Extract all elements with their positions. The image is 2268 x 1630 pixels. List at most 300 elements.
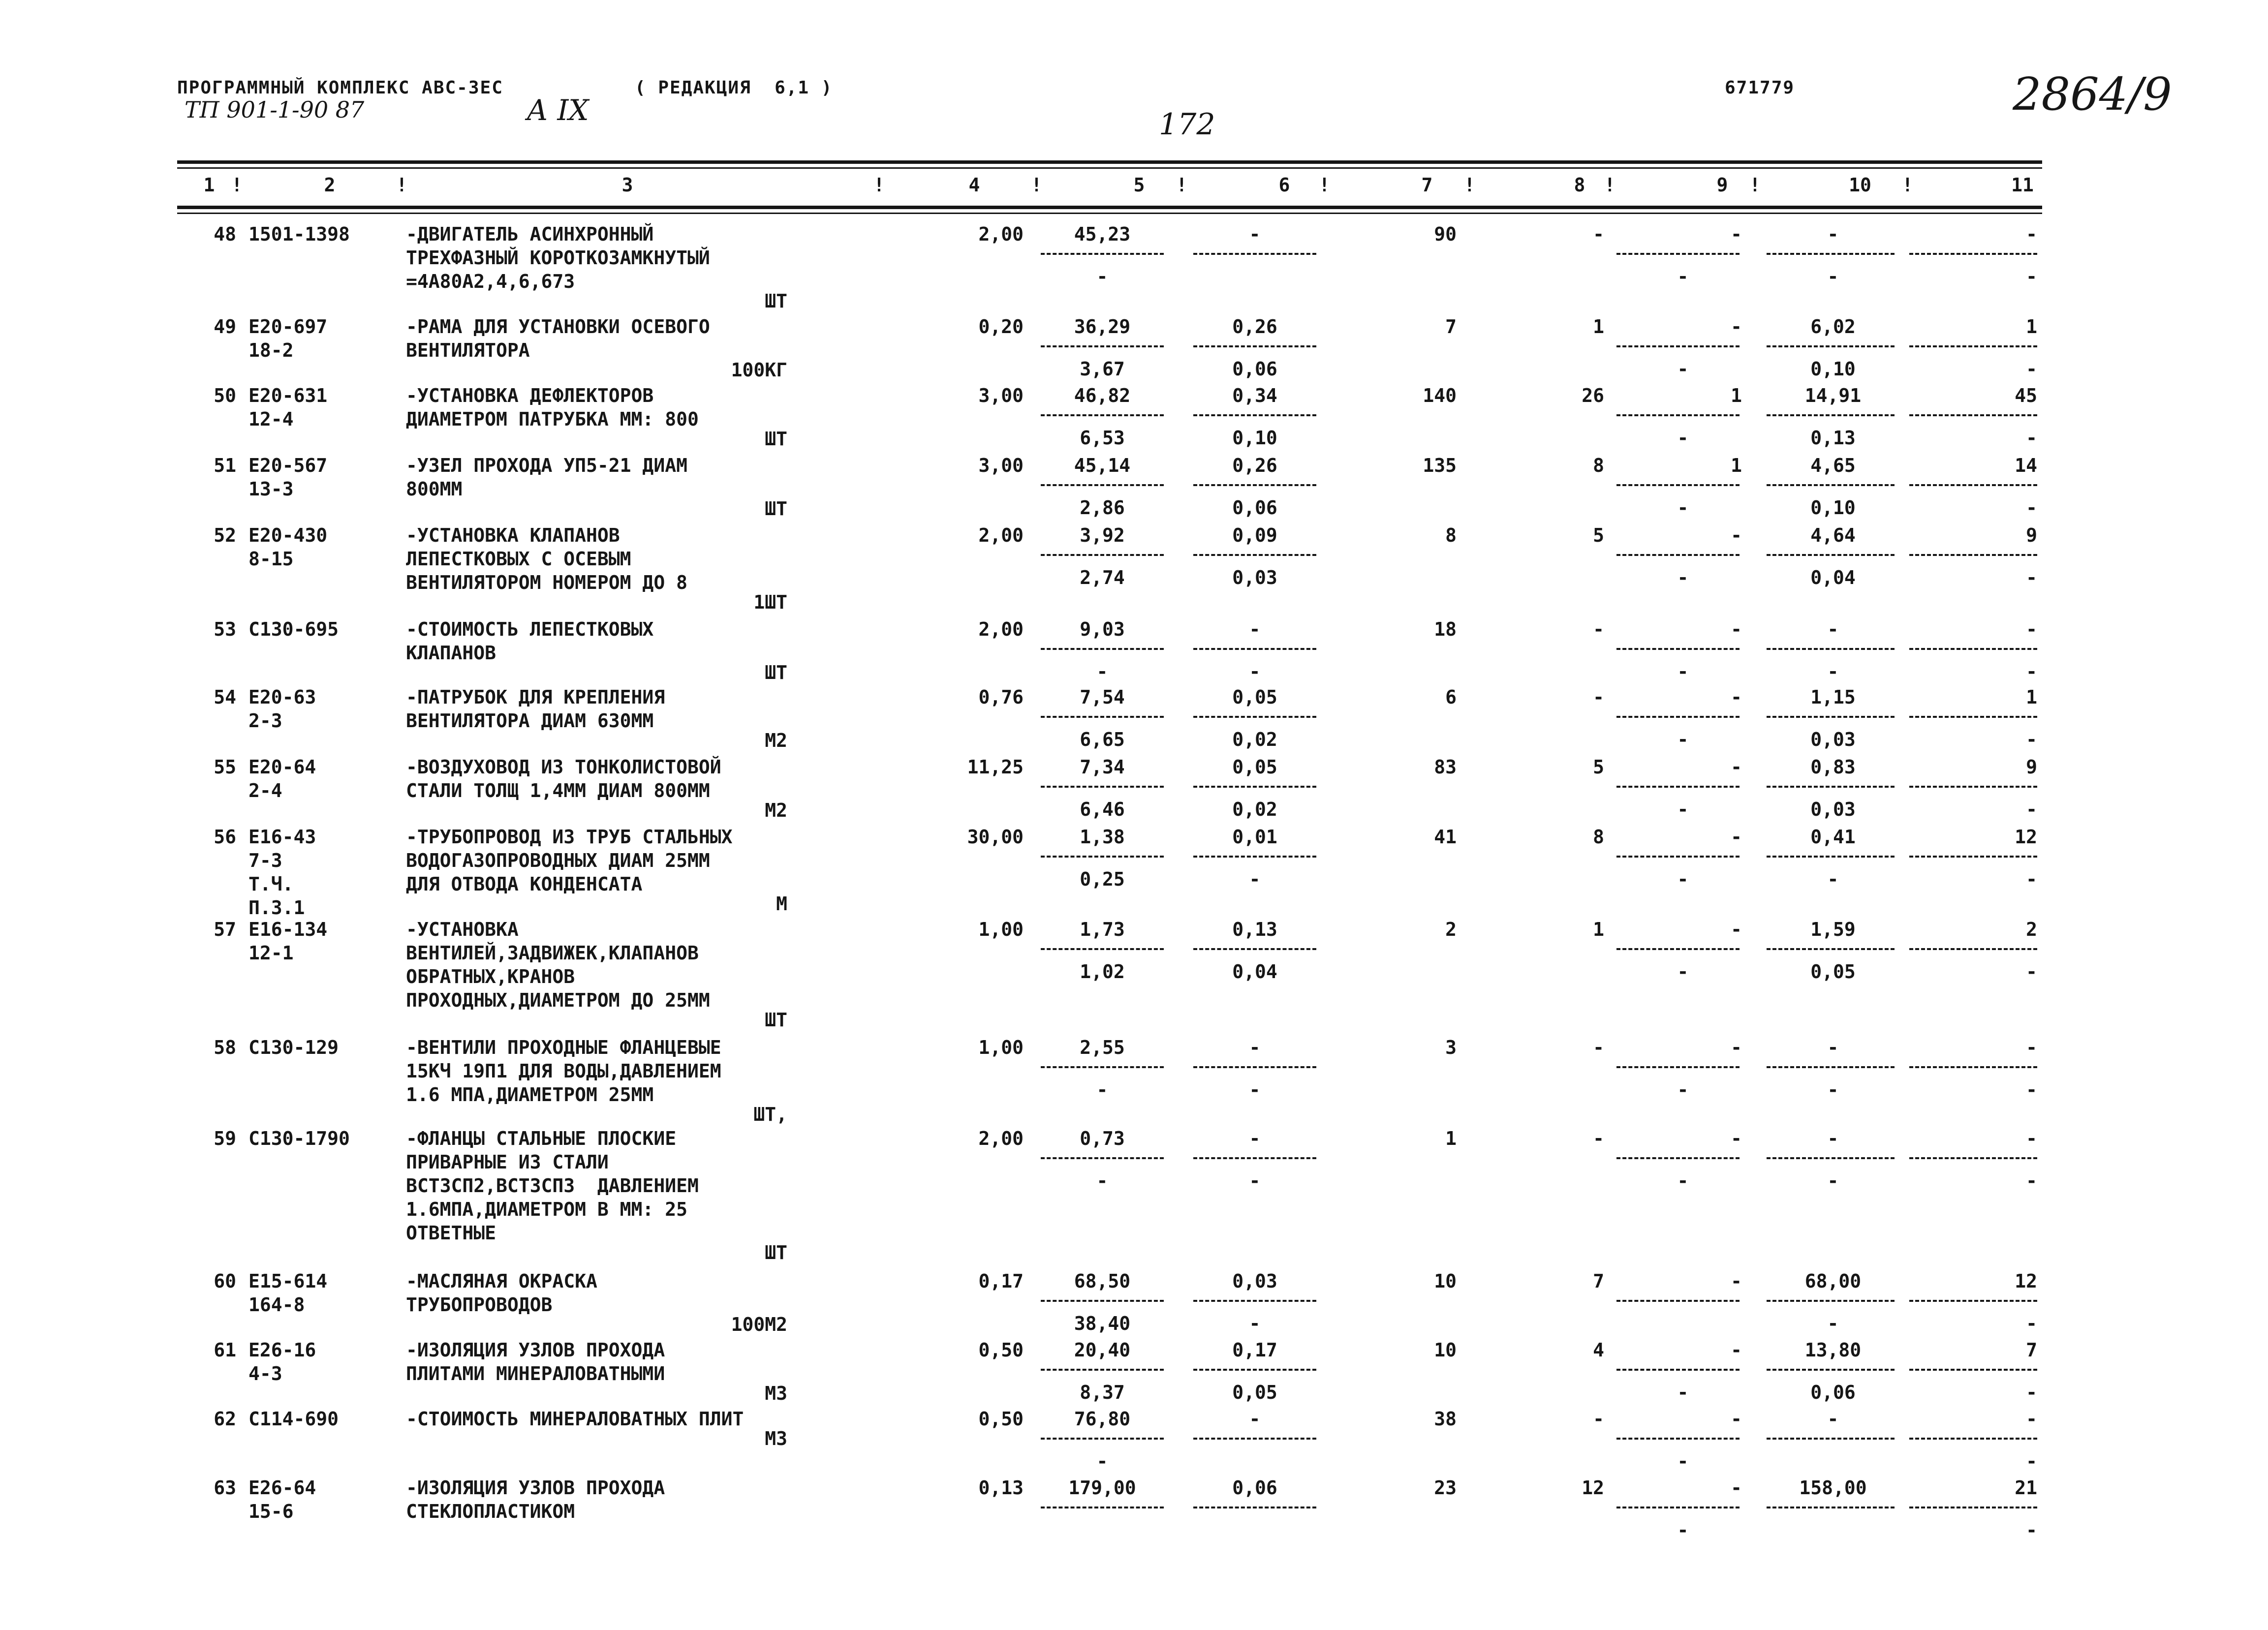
machines-total-wages: - <box>1677 266 1689 287</box>
column-separator: ! <box>1176 174 1187 196</box>
machines-total-wages: - <box>1677 567 1689 588</box>
machine-cost-underline <box>1193 648 1316 652</box>
machine-cost-underline <box>1193 786 1316 790</box>
total-cost: 83 <box>1434 756 1457 778</box>
total-cost: 23 <box>1434 1477 1457 1499</box>
quantity: 2,00 <box>978 618 1024 640</box>
machines-total-wages: - <box>1677 1450 1689 1472</box>
row-number: 58 <box>214 1037 236 1058</box>
machine-cost: - <box>1249 1128 1261 1149</box>
column-separator: ! <box>873 174 885 196</box>
resource-code: 7-3 <box>249 850 282 871</box>
resource-code: Е20-63 <box>249 686 316 708</box>
labour-total-machinists: - <box>2026 1450 2037 1472</box>
quantity: 2,00 <box>978 223 1024 245</box>
labour-unit-machinists: - <box>1827 1170 1839 1192</box>
labour-total-underline <box>1909 345 2037 350</box>
machine-cost-wages: 0,03 <box>1232 567 1277 588</box>
labour-total: - <box>2026 618 2037 640</box>
labour-total-underline <box>1909 554 2037 558</box>
labour-unit-underline <box>1767 1438 1895 1442</box>
machines-total-underline <box>1616 554 1740 558</box>
machine-cost: 0,13 <box>1232 919 1277 940</box>
machines-total-wages: - <box>1677 1079 1689 1101</box>
labour-total-underline <box>1909 1157 2037 1162</box>
labour-unit: - <box>1827 1037 1839 1058</box>
work-description: ВЕНТИЛЯТОРА ДИАМ 630ММ <box>406 710 654 732</box>
labour-total-machinists: - <box>2026 661 2037 682</box>
work-description: =4А80А2,4,6,673 <box>406 271 575 292</box>
unit-cost-underline <box>1041 554 1164 558</box>
work-description: СТАЛИ ТОЛЩ 1,4ММ ДИАМ 800ММ <box>406 780 710 801</box>
row-number: 49 <box>214 316 236 338</box>
machine-cost-wages: - <box>1249 1170 1261 1192</box>
unit-cost-wages: - <box>1096 1079 1108 1101</box>
row-number: 56 <box>214 826 236 848</box>
project-code: ТП 901-1-90 87 <box>185 96 365 123</box>
column-separator: ! <box>396 174 407 196</box>
machines-total: - <box>1731 756 1742 778</box>
work-description: КЛАПАНОВ <box>406 642 497 664</box>
resource-code: 12-4 <box>249 408 294 430</box>
unit-of-measure: ШТ <box>765 1009 787 1031</box>
machine-cost-underline <box>1193 414 1316 419</box>
labour-unit-underline <box>1767 1157 1895 1162</box>
machines-total-underline <box>1616 1438 1740 1442</box>
unit-cost: 76,80 <box>1074 1408 1131 1430</box>
unit-cost-wages: - <box>1096 1450 1108 1472</box>
work-description: 800ММ <box>406 478 463 500</box>
labour-total-machinists: - <box>2026 1519 2037 1541</box>
machines-total-underline <box>1616 414 1740 419</box>
labour-total-underline <box>1909 948 2037 953</box>
unit-of-measure: ШТ <box>765 428 787 450</box>
labour-total-machinists: - <box>2026 1079 2037 1101</box>
labour-total-machinists: - <box>2026 961 2037 983</box>
work-description: ДЛЯ ОТВОДА КОНДЕНСАТА <box>406 873 643 895</box>
labour-unit-machinists: - <box>1827 1079 1839 1101</box>
quantity: 2,00 <box>978 1128 1024 1149</box>
machine-cost-underline <box>1193 554 1316 558</box>
total-cost: 38 <box>1434 1408 1457 1430</box>
labour-total: 12 <box>2015 1270 2037 1292</box>
column-number-1: 1 <box>203 174 215 196</box>
machine-cost: 0,17 <box>1232 1339 1277 1361</box>
labour-total: 14 <box>2015 455 2037 476</box>
work-description: ДИАМЕТРОМ ПАТРУБКА ММ: 800 <box>406 408 699 430</box>
total-cost: 135 <box>1423 455 1457 476</box>
resource-code: Е20-64 <box>249 756 316 778</box>
machine-cost-underline <box>1193 856 1316 860</box>
labour-unit-underline <box>1767 1300 1895 1304</box>
total-cost: 10 <box>1434 1270 1457 1292</box>
unit-cost-wages: 2,74 <box>1080 567 1125 588</box>
machine-cost-underline <box>1193 253 1316 257</box>
work-description: ТРУБОПРОВОДОВ <box>406 1294 553 1316</box>
machines-total-underline <box>1616 1507 1740 1511</box>
quantity: 0,50 <box>978 1408 1024 1430</box>
machines-total: - <box>1731 826 1742 848</box>
machines-total-wages: - <box>1677 1519 1689 1541</box>
work-description: 1.6МПА,ДИАМЕТРОМ В ММ: 25 <box>406 1199 687 1220</box>
wages-total: - <box>1593 1037 1604 1058</box>
column-number-5: 5 <box>1133 174 1145 196</box>
unit-cost-wages: 0,25 <box>1080 868 1125 890</box>
unit-cost: 7,34 <box>1080 756 1125 778</box>
work-description: -УСТАНОВКА <box>406 919 519 940</box>
machine-cost-underline <box>1193 1369 1316 1373</box>
unit-of-measure: ШТ <box>765 290 787 312</box>
work-description: -УСТАНОВКА КЛАПАНОВ <box>406 524 620 546</box>
labour-unit-underline <box>1767 253 1895 257</box>
wages-total: 1 <box>1593 316 1604 338</box>
column-number-11: 11 <box>2011 174 2034 196</box>
total-cost: 3 <box>1445 1037 1457 1058</box>
labour-total: 1 <box>2026 686 2037 708</box>
machine-cost-wages: 0,06 <box>1232 497 1277 519</box>
work-description: -ВОЗДУХОВОД ИЗ ТОНКОЛИСТОВОЙ <box>406 756 721 778</box>
machines-total: - <box>1731 223 1742 245</box>
labour-unit: 13,80 <box>1804 1339 1862 1361</box>
unit-cost-underline <box>1041 1066 1164 1071</box>
work-description: -УЗЕЛ ПРОХОДА УП5-21 ДИАМ <box>406 455 687 476</box>
unit-cost: 20,40 <box>1074 1339 1131 1361</box>
machines-total-wages: - <box>1677 868 1689 890</box>
header-rule-top-2 <box>177 167 2042 169</box>
column-separator: ! <box>1902 174 1913 196</box>
unit-cost-underline <box>1041 856 1164 860</box>
labour-unit-underline <box>1767 1066 1895 1071</box>
labour-unit: 14,91 <box>1804 385 1862 406</box>
work-description: -ПАТРУБОК ДЛЯ КРЕПЛЕНИЯ <box>406 686 665 708</box>
labour-total: - <box>2026 1128 2037 1149</box>
resource-code: Е20-430 <box>249 524 328 546</box>
machine-cost: - <box>1249 223 1261 245</box>
labour-total: - <box>2026 1408 2037 1430</box>
machine-cost-underline <box>1193 1157 1316 1162</box>
resource-code: 2-4 <box>249 780 282 801</box>
machine-cost-underline <box>1193 345 1316 350</box>
machine-cost-wages: - <box>1249 1313 1261 1334</box>
machine-cost: 0,26 <box>1232 316 1277 338</box>
machines-total-underline <box>1616 1157 1740 1162</box>
machines-total: - <box>1731 1128 1742 1149</box>
column-separator: ! <box>231 174 243 196</box>
work-description: ПРИВАРНЫЕ ИЗ СТАЛИ <box>406 1151 609 1173</box>
labour-total-machinists: - <box>2026 266 2037 287</box>
labour-total-underline <box>1909 1507 2037 1511</box>
labour-total-underline <box>1909 1066 2037 1071</box>
labour-total-machinists: - <box>2026 358 2037 380</box>
unit-cost: 3,92 <box>1080 524 1125 546</box>
column-number-9: 9 <box>1716 174 1728 196</box>
labour-unit-machinists: - <box>1827 266 1839 287</box>
labour-unit-underline <box>1767 648 1895 652</box>
labour-total-underline <box>1909 414 2037 419</box>
wages-total: - <box>1593 223 1604 245</box>
machines-total-underline <box>1616 786 1740 790</box>
unit-cost-underline <box>1041 948 1164 953</box>
machines-total-wages: - <box>1677 427 1689 449</box>
machines-total: - <box>1731 316 1742 338</box>
machine-cost: - <box>1249 1408 1261 1430</box>
unit-cost-underline <box>1041 1157 1164 1162</box>
labour-total: 2 <box>2026 919 2037 940</box>
total-cost: 90 <box>1434 223 1457 245</box>
total-cost: 8 <box>1445 524 1457 546</box>
unit-cost-wages: 8,37 <box>1080 1382 1125 1403</box>
column-separator: ! <box>1464 174 1475 196</box>
resource-code: 4-3 <box>249 1363 282 1384</box>
labour-unit-underline <box>1767 1507 1895 1511</box>
machine-cost-wages: 0,05 <box>1232 1382 1277 1403</box>
machines-total: - <box>1731 1408 1742 1430</box>
labour-total: - <box>2026 223 2037 245</box>
unit-cost-underline <box>1041 1300 1164 1304</box>
work-description: ПРОХОДНЫХ,ДИАМЕТРОМ ДО 25ММ <box>406 989 710 1011</box>
machine-cost-wages: 0,04 <box>1232 961 1277 983</box>
quantity: 0,20 <box>978 316 1024 338</box>
row-number: 61 <box>214 1339 236 1361</box>
wages-total: - <box>1593 686 1604 708</box>
column-separator: ! <box>1031 174 1042 196</box>
row-number: 60 <box>214 1270 236 1292</box>
labour-unit-machinists: - <box>1827 868 1839 890</box>
quantity: 3,00 <box>978 385 1024 406</box>
labour-unit-machinists: 0,06 <box>1810 1382 1856 1403</box>
labour-total: 9 <box>2026 756 2037 778</box>
row-number: 63 <box>214 1477 236 1499</box>
labour-total-machinists: - <box>2026 1170 2037 1192</box>
total-cost: 18 <box>1434 618 1457 640</box>
header-rule-bottom <box>177 206 2042 209</box>
quantity: 30,00 <box>967 826 1024 848</box>
machine-cost-wages: - <box>1249 868 1261 890</box>
resource-code: С130-695 <box>249 618 339 640</box>
row-number: 57 <box>214 919 236 940</box>
machine-cost-wages: - <box>1249 1079 1261 1101</box>
total-cost: 6 <box>1445 686 1457 708</box>
column-separator: ! <box>1749 174 1761 196</box>
total-cost: 1 <box>1445 1128 1457 1149</box>
labour-total-machinists: - <box>2026 497 2037 519</box>
labour-total: 12 <box>2015 826 2037 848</box>
row-number: 54 <box>214 686 236 708</box>
quantity: 0,76 <box>978 686 1024 708</box>
quantity: 0,50 <box>978 1339 1024 1361</box>
machine-cost: 0,05 <box>1232 686 1277 708</box>
document-number: 671779 <box>1725 78 1795 98</box>
labour-total-underline <box>1909 856 2037 860</box>
work-description: -СТОИМОСТЬ ЛЕПЕСТКОВЫХ <box>406 618 654 640</box>
unit-cost: 46,82 <box>1074 385 1131 406</box>
machine-cost-wages: 0,06 <box>1232 358 1277 380</box>
machines-total-wages: - <box>1677 358 1689 380</box>
quantity: 3,00 <box>978 455 1024 476</box>
header-rule-top <box>177 160 2042 164</box>
unit-cost: 36,29 <box>1074 316 1131 338</box>
labour-unit: 1,59 <box>1810 919 1856 940</box>
resource-code: С130-129 <box>249 1037 339 1058</box>
album-mark: А IX <box>527 93 589 127</box>
unit-cost-underline <box>1041 253 1164 257</box>
row-number: 53 <box>214 618 236 640</box>
archive-stamp: 2864/9 <box>2013 68 2172 121</box>
column-number-4: 4 <box>968 174 980 196</box>
unit-cost-wages: 6,65 <box>1080 729 1125 750</box>
machines-total-wages: - <box>1677 1382 1689 1403</box>
unit-cost-wages: - <box>1096 266 1108 287</box>
work-description: ОТВЕТНЫЕ <box>406 1222 497 1244</box>
unit-of-measure: М3 <box>765 1428 787 1449</box>
resource-code: Е26-16 <box>249 1339 316 1361</box>
row-number: 48 <box>214 223 236 245</box>
machine-cost: 0,06 <box>1232 1477 1277 1499</box>
row-number: 59 <box>214 1128 236 1149</box>
machines-total-underline <box>1616 856 1740 860</box>
machine-cost-underline <box>1193 948 1316 953</box>
unit-cost-underline <box>1041 1507 1164 1511</box>
unit-cost-wages: - <box>1096 1170 1108 1192</box>
page-number: 172 <box>1159 107 1215 142</box>
machines-total-wages: - <box>1677 1170 1689 1192</box>
machines-total-underline <box>1616 345 1740 350</box>
unit-cost-underline <box>1041 345 1164 350</box>
program-title: ПРОГРАММНЫЙ КОМПЛЕКС АВС-3ЕС <box>177 78 503 98</box>
labour-unit-machinists: 0,05 <box>1810 961 1856 983</box>
work-description: ВЕНТИЛЯТОРА <box>406 339 530 361</box>
wages-total: - <box>1593 1128 1604 1149</box>
edition-label: ( РЕДАКЦИЯ 6,1 ) <box>635 78 833 98</box>
quantity: 1,00 <box>978 1037 1024 1058</box>
labour-total-underline <box>1909 253 2037 257</box>
labour-unit-machinists: 0,10 <box>1810 358 1856 380</box>
column-number-3: 3 <box>621 174 633 196</box>
header-rule-bottom-2 <box>177 213 2042 214</box>
quantity: 0,17 <box>978 1270 1024 1292</box>
unit-cost: 1,38 <box>1080 826 1125 848</box>
labour-unit: 6,02 <box>1810 316 1856 338</box>
row-number: 55 <box>214 756 236 778</box>
machine-cost: 0,03 <box>1232 1270 1277 1292</box>
machine-cost-underline <box>1193 1438 1316 1442</box>
machines-total-wages: - <box>1677 729 1689 750</box>
machine-cost-underline <box>1193 1507 1316 1511</box>
wages-total: 7 <box>1593 1270 1604 1292</box>
labour-total: 45 <box>2015 385 2037 406</box>
row-number: 51 <box>214 455 236 476</box>
machine-cost-wages: 0,10 <box>1232 427 1277 449</box>
unit-cost: 179,00 <box>1068 1477 1136 1499</box>
work-description: ПЛИТАМИ МИНЕРАЛОВАТНЫМИ <box>406 1363 665 1384</box>
machines-total: - <box>1731 524 1742 546</box>
labour-unit: - <box>1827 1408 1839 1430</box>
labour-unit: 4,65 <box>1810 455 1856 476</box>
row-number: 50 <box>214 385 236 406</box>
unit-of-measure: 100КГ <box>731 359 787 381</box>
machines-total: - <box>1731 919 1742 940</box>
unit-cost-wages: 6,53 <box>1080 427 1125 449</box>
work-description: -ФЛАНЦЫ СТАЛЬНЫЕ ПЛОСКИЕ <box>406 1128 677 1149</box>
machine-cost: 0,26 <box>1232 455 1277 476</box>
labour-total-underline <box>1909 484 2037 489</box>
wages-total: 1 <box>1593 919 1604 940</box>
unit-of-measure: ШТ <box>765 1242 787 1263</box>
wages-total: 5 <box>1593 524 1604 546</box>
resource-code: Е16-43 <box>249 826 316 848</box>
labour-total-underline <box>1909 648 2037 652</box>
wages-total: 8 <box>1593 455 1604 476</box>
resource-code: С130-1790 <box>249 1128 350 1149</box>
total-cost: 140 <box>1423 385 1457 406</box>
machines-total-underline <box>1616 716 1740 720</box>
machine-cost: 0,01 <box>1232 826 1277 848</box>
labour-unit-underline <box>1767 856 1895 860</box>
labour-unit-underline <box>1767 414 1895 419</box>
machines-total-wages: - <box>1677 961 1689 983</box>
unit-of-measure: М <box>776 893 787 915</box>
labour-total-underline <box>1909 1369 2037 1373</box>
labour-unit-machinists: - <box>1827 661 1839 682</box>
resource-code: 15-6 <box>249 1501 294 1522</box>
column-separator: ! <box>1604 174 1616 196</box>
column-number-6: 6 <box>1278 174 1290 196</box>
labour-unit: 0,41 <box>1810 826 1856 848</box>
labour-total-underline <box>1909 716 2037 720</box>
unit-cost-underline <box>1041 648 1164 652</box>
machine-cost: 0,09 <box>1232 524 1277 546</box>
work-description: ВЕНТИЛЕЙ,ЗАДВИЖЕК,КЛАПАНОВ <box>406 942 699 964</box>
machines-total: - <box>1731 686 1742 708</box>
labour-unit: 158,00 <box>1799 1477 1867 1499</box>
labour-unit: - <box>1827 618 1839 640</box>
labour-total-underline <box>1909 1300 2037 1304</box>
machines-total-underline <box>1616 1066 1740 1071</box>
work-description: 1.6 МПА,ДИАМЕТРОМ 25ММ <box>406 1084 654 1106</box>
labour-unit-underline <box>1767 554 1895 558</box>
labour-total-underline <box>1909 1438 2037 1442</box>
unit-of-measure: ШТ, <box>753 1104 787 1125</box>
machines-total: - <box>1731 1339 1742 1361</box>
machine-cost-wages: 0,02 <box>1232 799 1277 820</box>
labour-unit-underline <box>1767 948 1895 953</box>
labour-total: 9 <box>2026 524 2037 546</box>
wages-total: 12 <box>1582 1477 1604 1499</box>
unit-cost-underline <box>1041 1438 1164 1442</box>
labour-unit: - <box>1827 1128 1839 1149</box>
machine-cost-underline <box>1193 1300 1316 1304</box>
total-cost: 2 <box>1445 919 1457 940</box>
work-description: ВСТ3СП2,ВСТ3СП3 ДАВЛЕНИЕМ <box>406 1175 699 1197</box>
machines-total-wages: - <box>1677 497 1689 519</box>
work-description: -СТОИМОСТЬ МИНЕРАЛОВАТНЫХ ПЛИТ <box>406 1408 744 1430</box>
wages-total: 26 <box>1582 385 1604 406</box>
unit-cost: 45,23 <box>1074 223 1131 245</box>
row-number: 52 <box>214 524 236 546</box>
wages-total: - <box>1593 618 1604 640</box>
resource-code: 1501-1398 <box>249 223 350 245</box>
resource-code: 13-3 <box>249 478 294 500</box>
wages-total: 5 <box>1593 756 1604 778</box>
labour-unit-machinists: 0,03 <box>1810 799 1856 820</box>
machines-total-underline <box>1616 1300 1740 1304</box>
machine-cost: 0,34 <box>1232 385 1277 406</box>
unit-of-measure: ШТ <box>765 662 787 683</box>
unit-of-measure: М2 <box>765 730 787 751</box>
labour-total-underline <box>1909 786 2037 790</box>
machine-cost-wages: - <box>1249 661 1261 682</box>
column-number-10: 10 <box>1849 174 1871 196</box>
